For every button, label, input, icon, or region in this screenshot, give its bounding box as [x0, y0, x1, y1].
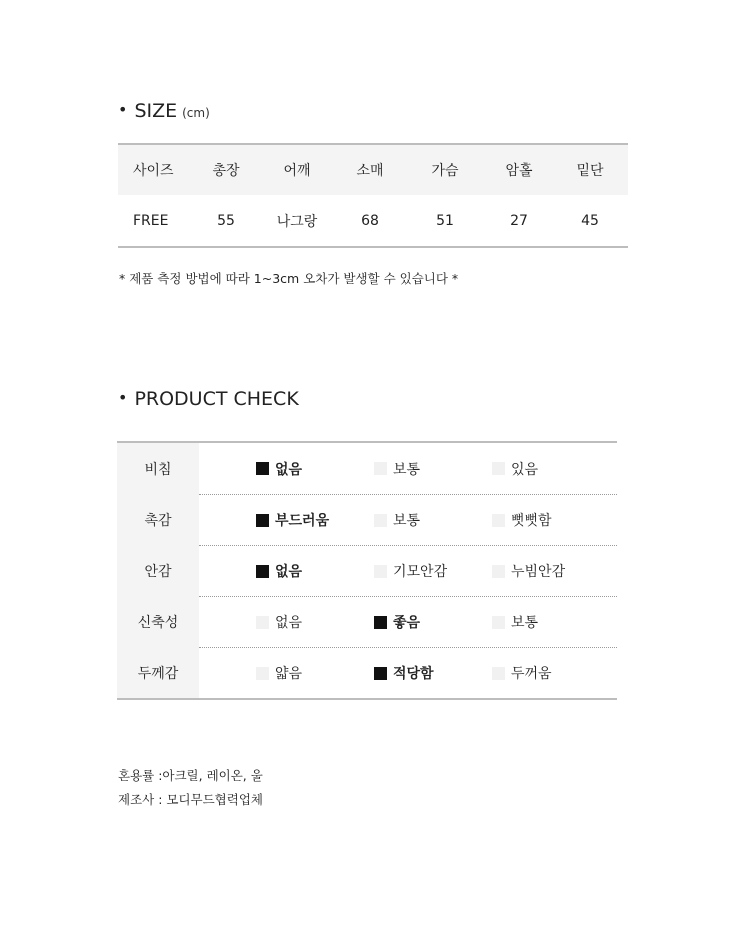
check-option: 보통: [374, 510, 420, 530]
size-section-title: [118, 100, 210, 122]
checkbox-square-icon: [256, 565, 269, 578]
size-header-cell: 암홀: [505, 163, 533, 179]
size-header-cell: 소매: [356, 163, 384, 179]
size-value-cell: FREE: [133, 212, 169, 229]
product-check-label: 안감: [117, 545, 199, 596]
checkbox-square-icon: [256, 616, 269, 629]
size-unit: (cm): [182, 106, 210, 120]
check-option: 두꺼움: [492, 663, 552, 683]
size-value-cell: 나그랑: [276, 213, 318, 230]
product-check-label: 촉감: [117, 494, 199, 545]
size-header-cell: 가슴: [431, 163, 459, 179]
size-header-cell: 총장: [212, 163, 240, 179]
size-value-cell: 55: [217, 212, 235, 229]
product-check-label: 비침: [117, 443, 199, 494]
product-check-row: [117, 596, 617, 647]
checkbox-square-icon: [374, 616, 387, 629]
product-check-label: 신축성: [117, 596, 199, 647]
product-check-row: [117, 494, 617, 545]
product-check-row: [117, 545, 617, 596]
check-option: 기모안감: [374, 561, 447, 581]
check-option: 보통: [492, 612, 538, 632]
material-info: 혼용률 :아크릴, 레이온, 울: [118, 768, 263, 783]
check-option: 얇음: [256, 663, 302, 683]
product-check-row: [117, 647, 617, 698]
check-option: 뻣뻣함: [492, 510, 552, 530]
product-check-label: 두께감: [117, 647, 199, 698]
checkbox-square-icon: [256, 514, 269, 527]
checkbox-square-icon: [374, 462, 387, 475]
checkbox-square-icon: [374, 565, 387, 578]
product-check-row: [117, 443, 617, 494]
check-option: 없음: [256, 612, 302, 632]
size-table-row: [118, 195, 628, 248]
size-value-cell: 27: [510, 212, 528, 229]
check-option-selected: 없음: [256, 561, 302, 581]
check-option-selected: 좋음: [374, 612, 420, 632]
size-header-cell: 사이즈: [133, 163, 174, 179]
product-check-section-title: [118, 388, 299, 410]
manufacturer-info: 제조사 : 모디무드협력업체: [118, 792, 263, 807]
size-title: SIZE: [134, 100, 178, 122]
check-option: 누빔안감: [492, 561, 565, 581]
checkbox-square-icon: [256, 667, 269, 680]
size-table-header: [118, 143, 628, 195]
product-check-table: [117, 441, 617, 700]
bullet-icon: •: [118, 100, 128, 119]
size-value-cell: 51: [436, 212, 454, 229]
check-option: 있음: [492, 459, 538, 479]
check-option-selected: 적당함: [374, 663, 434, 683]
size-value-cell: 45: [581, 212, 599, 229]
size-value-cell: 68: [361, 212, 379, 229]
check-option-selected: 부드러움: [256, 510, 329, 530]
checkbox-square-icon: [492, 565, 505, 578]
checkbox-square-icon: [492, 667, 505, 680]
check-option-selected: 없음: [256, 459, 302, 479]
checkbox-square-icon: [492, 616, 505, 629]
checkbox-square-icon: [374, 667, 387, 680]
bullet-icon: •: [118, 388, 128, 407]
size-table: [118, 143, 628, 248]
measurement-note: * 제품 측정 방법에 따라 1~3cm 오차가 발생할 수 있습니다 *: [119, 271, 459, 286]
checkbox-square-icon: [492, 514, 505, 527]
check-option: 보통: [374, 459, 420, 479]
size-header-cell: 밑단: [576, 163, 604, 179]
checkbox-square-icon: [492, 462, 505, 475]
product-check-title: PRODUCT CHECK: [134, 388, 299, 410]
checkbox-square-icon: [256, 462, 269, 475]
size-header-cell: 어깨: [283, 163, 311, 179]
checkbox-square-icon: [374, 514, 387, 527]
